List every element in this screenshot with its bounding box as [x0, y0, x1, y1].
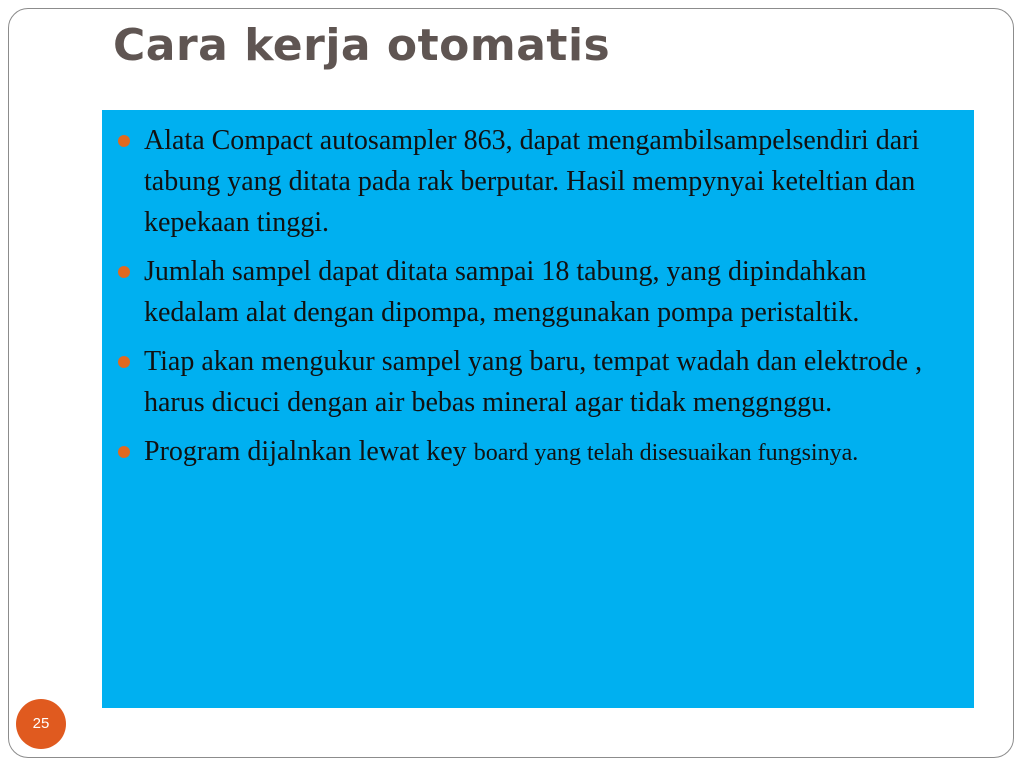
page-number-badge: 25 [16, 699, 66, 749]
bullet-text: Program dijalnkan lewat key [144, 436, 474, 467]
bullet-text: Alata Compact autosampler 863, dapat mengambilsampelsendiri dari tabung yang ditata pada rak berputar. Hasil mempynyai keteltian dan kepekaan tinggi. [144, 125, 920, 238]
content-panel [102, 110, 974, 708]
bullet-dot-icon [118, 446, 130, 458]
bullet-item [116, 431, 948, 474]
bullet-dot-icon [118, 356, 130, 368]
bullet-list [116, 120, 948, 474]
bullet-item [116, 341, 948, 423]
slide-title: Cara kerja otomatis [113, 20, 611, 71]
bullet-dot-icon [118, 266, 130, 278]
bullet-text: Jumlah sampel dapat ditata sampai 18 tabung, yang dipindahkan kedalam alat dengan dipompa, menggunakan pompa peristaltik. [144, 256, 867, 328]
bullet-dot-icon [118, 135, 130, 147]
bullet-text: Tiap akan mengukur sampel yang baru, tempat wadah dan elektrode , harus dicuci dengan air bebas mineral agar tidak menggnggu. [144, 346, 923, 418]
bullet-item [116, 120, 948, 243]
bullet-text-small: board yang telah disesuaikan fungsinya. [473, 440, 859, 466]
bullet-item [116, 251, 948, 333]
